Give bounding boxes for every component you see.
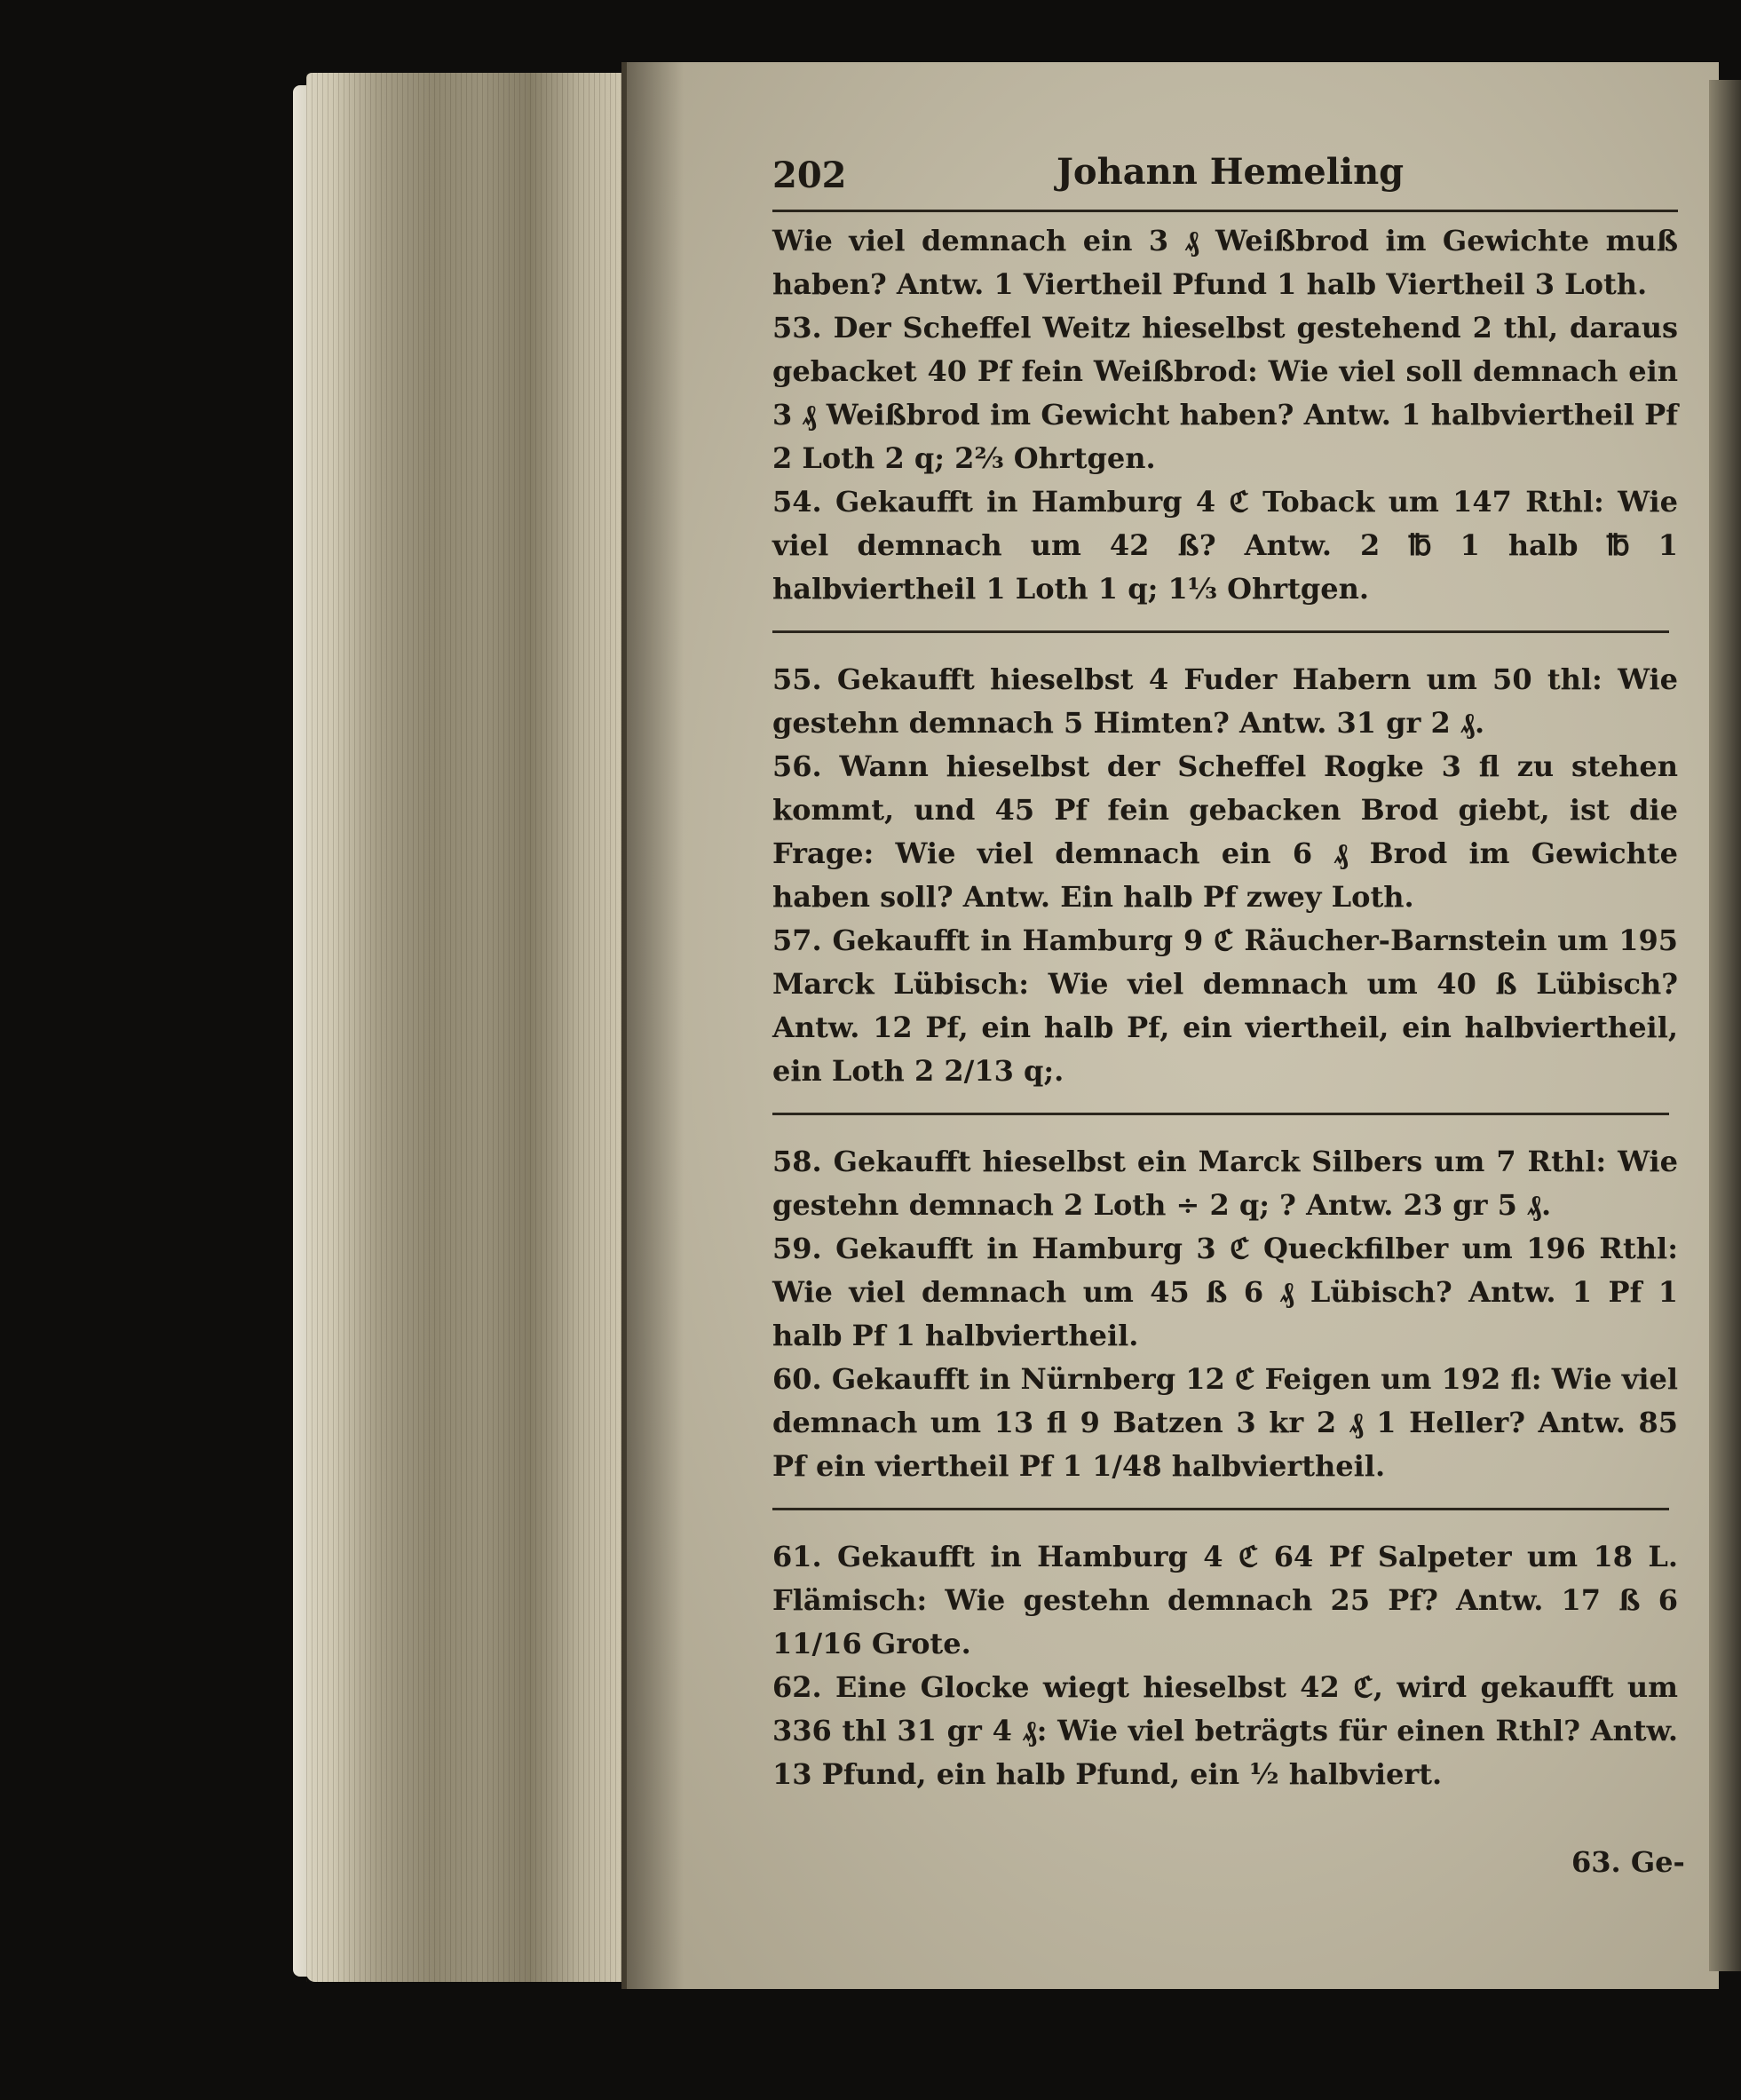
catchword: 63. Ge- bbox=[1571, 1845, 1685, 1879]
paragraph: Wie viel demnach ein 3 ₰ Weißbrod im Gewichte muß haben? Antw. 1 Viertheil Pfund 1 halb Viertheil 3 Loth. bbox=[772, 224, 1678, 301]
paragraph: 62. Eine Glocke wiegt hieselbst 42 ℭ, wird gekaufft um 336 thl 31 gr 4 ₰: Wie viel beträgts für einen Rthl? Antw. 13 Pfund, ein halb Pfund, ein ½ halbviert. bbox=[772, 1670, 1678, 1791]
paragraph: 60. Gekaufft in Nürnberg 12 ℭ Feigen um 192 fl: Wie viel demnach um 13 fl 9 Batzen 3 kr 2 ₰ 1 Heller? Antw. 85 Pf ein viertheil Pf 1 1/48 halbviertheil. bbox=[772, 1362, 1678, 1483]
section-rule bbox=[772, 1113, 1669, 1115]
head-rule bbox=[772, 210, 1678, 212]
paragraph: 55. Gekaufft hieselbst 4 Fuder Habern um 50 thl: Wie gestehn demnach 5 Himten? Antw. 31 gr 2 ₰. bbox=[772, 662, 1678, 740]
paragraph: 61. Gekaufft in Hamburg 4 ℭ 64 Pf Salpeter um 18 L. Flämisch: Wie gestehn demnach 25 Pf? Antw. 17 ß 6 11/16 Grote. bbox=[772, 1540, 1678, 1660]
running-head bbox=[772, 151, 1678, 204]
section-rule bbox=[772, 1508, 1669, 1510]
page-number: 202 bbox=[772, 155, 847, 196]
paragraph: 57. Gekaufft in Hamburg 9 ℭ Räucher-Barnstein um 195 Marck Lübisch: Wie viel demnach um 40 ß Lübisch? Antw. 12 Pf, ein halb Pf, ein viertheil, ein halbviertheil, ein Loth 2 2/13 q;. bbox=[772, 923, 1678, 1088]
running-title: Johann Hemeling bbox=[1056, 151, 1405, 193]
paragraph: 56. Wann hieselbst der Scheffel Rogke 3 fl zu stehen kommt, und 45 Pf fein gebacken Brod giebt, ist die Frage: Wie viel demnach ein 6 ₰ Brod im Gewichte haben soll? Antw. Ein halb Pf zwey Loth. bbox=[772, 749, 1678, 914]
gutter-shadow bbox=[621, 62, 684, 1989]
paragraph: 54. Gekaufft in Hamburg 4 ℭ Toback um 147 Rthl: Wie viel demnach um 42 ß? Antw. 2 ℔ 1 halb ℔ 1 halbviertheil 1 Loth 1 q; 1⅓ Ohrtgen. bbox=[772, 485, 1678, 606]
section-rule bbox=[772, 630, 1669, 633]
paragraph: 53. Der Scheffel Weitz hieselbst gestehend 2 thl, daraus gebacket 40 Pf fein Weißbrod: Wie viel soll demnach ein 3 ₰ Weißbrod im Gewicht haben? Antw. 1 halbviertheil Pf 2 Loth 2 q; 2⅔ Ohrtgen. bbox=[772, 311, 1678, 475]
facing-page-edge bbox=[1709, 80, 1741, 1971]
page-text bbox=[772, 151, 1678, 1796]
paragraph: 58. Gekaufft hieselbst ein Marck Silbers um 7 Rthl: Wie gestehn demnach 2 Loth ÷ 2 q; ? Antw. 23 gr 5 ₰. bbox=[772, 1145, 1678, 1222]
paragraph: 59. Gekaufft in Hamburg 3 ℭ Queckfilber um 196 Rthl: Wie viel demnach um 45 ß 6 ₰ Lübisch? Antw. 1 Pf 1 halb Pf 1 halbviertheil. bbox=[772, 1232, 1678, 1352]
page-edges bbox=[306, 73, 626, 1982]
